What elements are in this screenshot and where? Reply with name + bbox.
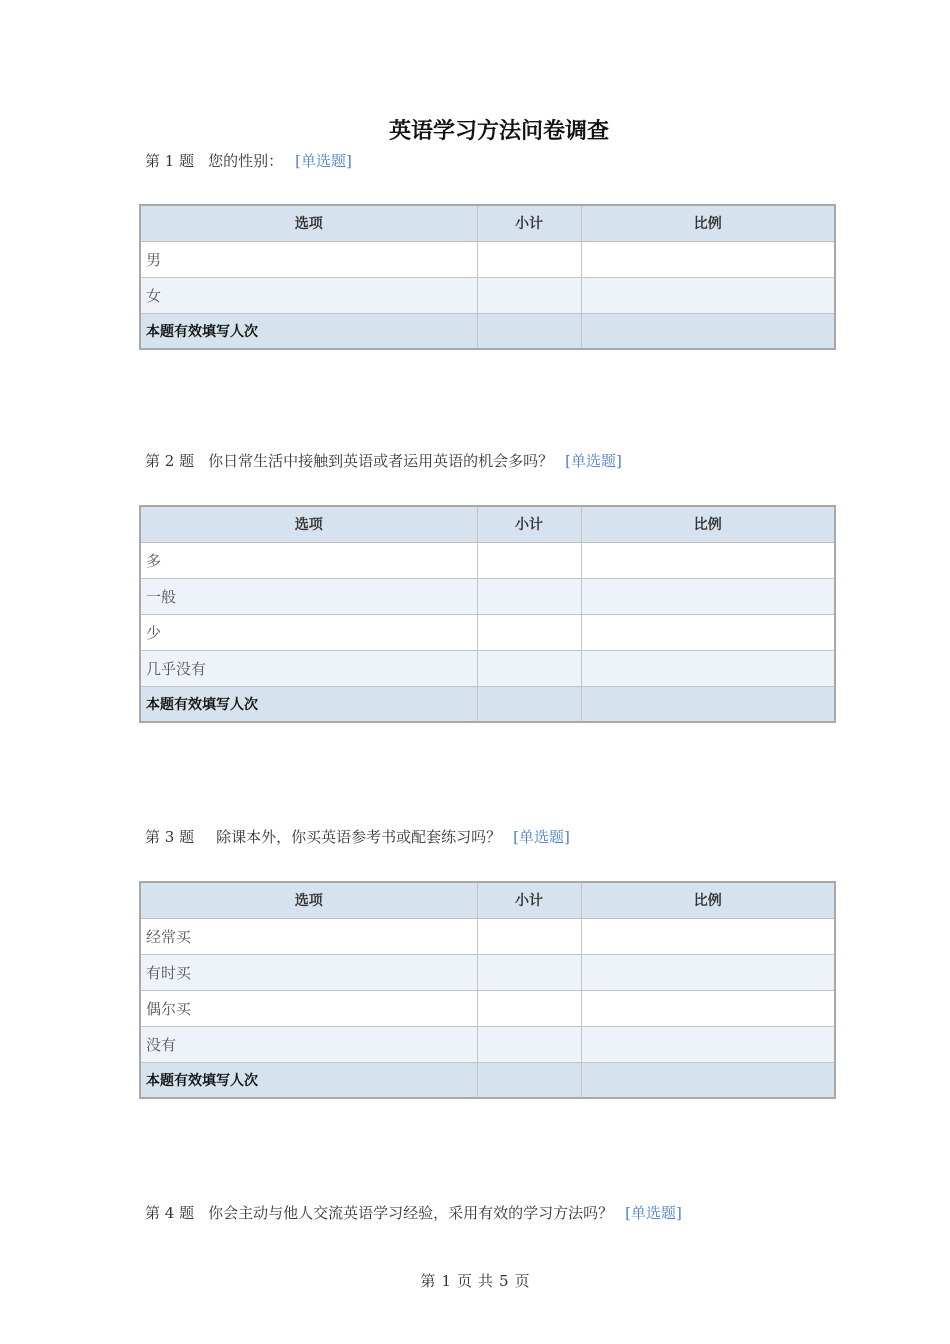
question-1-table <box>139 204 836 350</box>
subtotal-cell <box>477 954 581 990</box>
header-option: 选项 <box>140 205 477 241</box>
table-row <box>140 578 835 614</box>
question-type: [单选题] <box>625 1204 682 1222</box>
footer-page-label: 第 <box>420 1272 436 1290</box>
footer-total-unit: 页 <box>514 1272 530 1290</box>
subtotal-cell <box>477 313 581 349</box>
question-text: 您的性别： <box>208 152 284 170</box>
header-ratio: 比例 <box>581 882 835 918</box>
table-row <box>140 277 835 313</box>
total-label: 本题有效填写人次 <box>140 686 477 722</box>
ratio-cell <box>581 578 835 614</box>
ratio-cell <box>581 241 835 277</box>
option-label: 女 <box>140 277 477 313</box>
ratio-cell <box>581 542 835 578</box>
ratio-cell <box>581 650 835 686</box>
table-header-row <box>140 205 835 241</box>
question-text: 你日常生活中接触到英语或者运用英语的机会多吗？ <box>208 452 554 470</box>
option-label: 多 <box>140 542 477 578</box>
header-ratio: 比例 <box>581 506 835 542</box>
footer-page-number: 1 <box>441 1272 451 1290</box>
question-text: 你会主动与他人交流英语学习经验，采用有效的学习方法吗？ <box>208 1204 614 1222</box>
question-4 <box>145 1202 682 1223</box>
table-row <box>140 1026 835 1062</box>
option-label: 经常买 <box>140 918 477 954</box>
option-label: 少 <box>140 614 477 650</box>
question-3 <box>145 826 570 847</box>
subtotal-cell <box>477 1062 581 1098</box>
subtotal-cell <box>477 277 581 313</box>
table-row <box>140 954 835 990</box>
page-footer <box>0 1270 950 1291</box>
question-type: [单选题] <box>513 828 570 846</box>
header-ratio: 比例 <box>581 205 835 241</box>
ratio-cell <box>581 990 835 1026</box>
ratio-cell <box>581 313 835 349</box>
ratio-cell <box>581 686 835 722</box>
subtotal-cell <box>477 918 581 954</box>
ratio-cell <box>581 1062 835 1098</box>
total-label: 本题有效填写人次 <box>140 1062 477 1098</box>
ratio-cell <box>581 1026 835 1062</box>
table-row <box>140 918 835 954</box>
total-label: 本题有效填写人次 <box>140 313 477 349</box>
question-number: 第 1 题 <box>145 152 195 170</box>
table-row <box>140 241 835 277</box>
subtotal-cell <box>477 241 581 277</box>
question-number: 第 4 题 <box>145 1204 195 1222</box>
ratio-cell <box>581 277 835 313</box>
option-label: 有时买 <box>140 954 477 990</box>
table-row <box>140 990 835 1026</box>
table-row <box>140 650 835 686</box>
ratio-cell <box>581 614 835 650</box>
header-option: 选项 <box>140 882 477 918</box>
question-2-table <box>139 505 836 723</box>
page-title: 英语学习方法问卷调查 <box>388 118 609 144</box>
question-2 <box>145 450 622 471</box>
option-label: 一般 <box>140 578 477 614</box>
subtotal-cell <box>477 686 581 722</box>
ratio-cell <box>581 954 835 990</box>
subtotal-cell <box>477 650 581 686</box>
subtotal-cell <box>477 990 581 1026</box>
footer-total-label: 共 <box>478 1272 494 1290</box>
subtotal-cell <box>477 578 581 614</box>
question-1 <box>145 150 352 171</box>
total-row <box>140 313 835 349</box>
table-header-row <box>140 882 835 918</box>
footer-page-unit: 页 <box>456 1272 472 1290</box>
option-label: 男 <box>140 241 477 277</box>
table-header-row <box>140 506 835 542</box>
subtotal-cell <box>477 1026 581 1062</box>
table-row <box>140 614 835 650</box>
table-row <box>140 542 835 578</box>
ratio-cell <box>581 918 835 954</box>
footer-total-pages: 5 <box>499 1272 509 1290</box>
question-number: 第 3 题 <box>145 828 195 846</box>
total-row <box>140 1062 835 1098</box>
header-subtotal: 小计 <box>477 882 581 918</box>
total-row <box>140 686 835 722</box>
subtotal-cell <box>477 542 581 578</box>
option-label: 没有 <box>140 1026 477 1062</box>
question-number: 第 2 题 <box>145 452 195 470</box>
header-option: 选项 <box>140 506 477 542</box>
question-type: [单选题] <box>295 152 352 170</box>
option-label: 偶尔买 <box>140 990 477 1026</box>
subtotal-cell <box>477 614 581 650</box>
question-type: [单选题] <box>565 452 622 470</box>
header-subtotal: 小计 <box>477 205 581 241</box>
header-subtotal: 小计 <box>477 506 581 542</box>
question-3-table <box>139 881 836 1099</box>
option-label: 几乎没有 <box>140 650 477 686</box>
question-text: 除课本外，你买英语参考书或配套练习吗？ <box>216 828 502 846</box>
